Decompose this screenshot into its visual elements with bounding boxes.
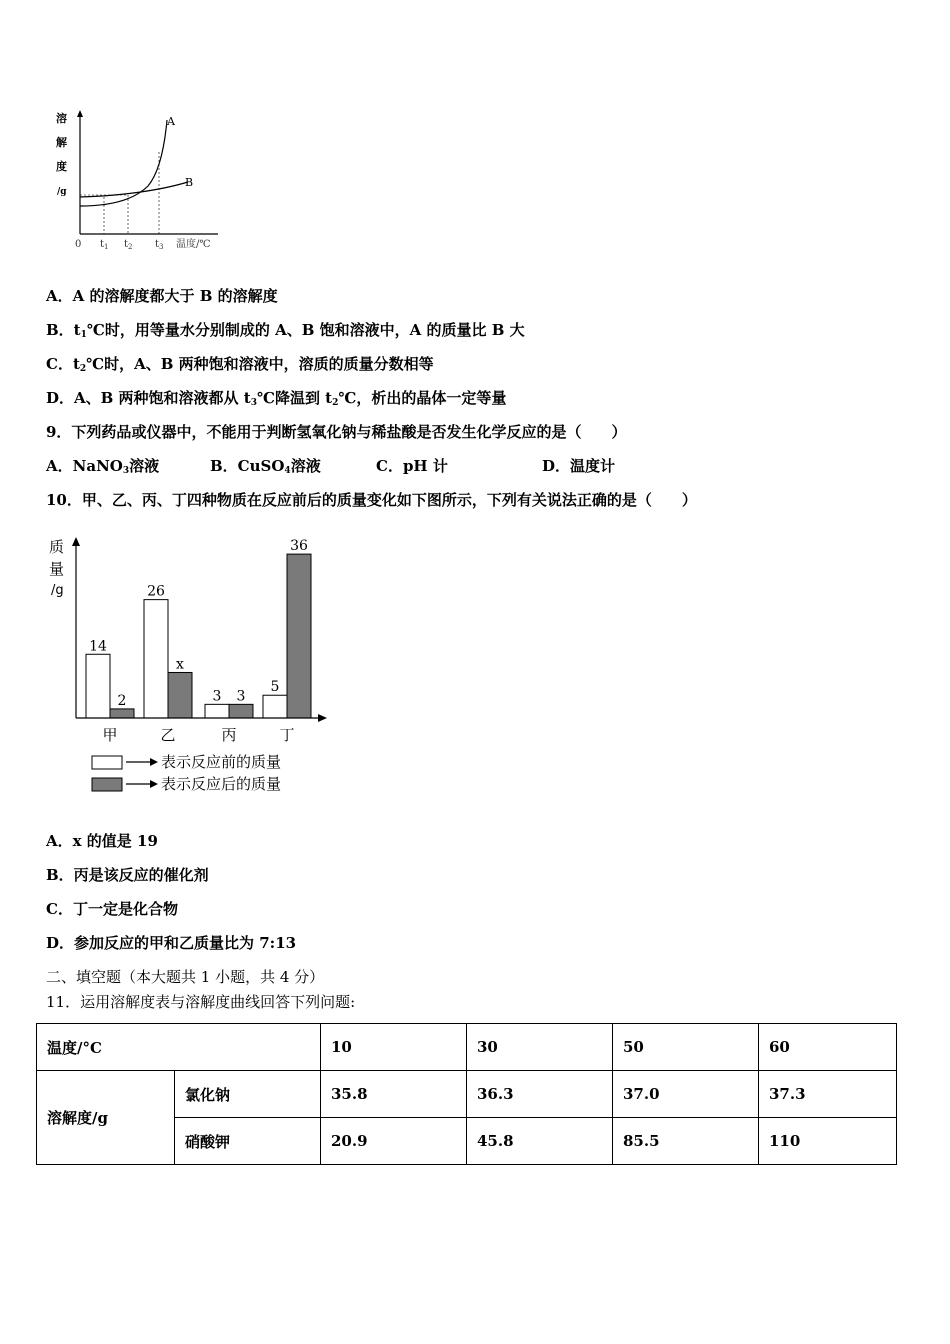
- row-name-kno3: 硝酸钾: [175, 1118, 321, 1165]
- chart-x-arrow: [318, 714, 327, 722]
- fig1-ylabel-3: 度: [56, 160, 67, 173]
- fig1-curve-a: [80, 120, 167, 206]
- chart-legend: [92, 753, 281, 793]
- solubility-curve-figure: [48, 108, 228, 258]
- bar-after-2: [168, 672, 192, 718]
- fig1-y-arrow: [77, 110, 83, 117]
- bar-before-4: [263, 695, 287, 718]
- q9-option-d: D．温度计: [542, 457, 616, 475]
- bar-after-3: [229, 704, 253, 718]
- bar-label-before-1: 14: [89, 638, 107, 655]
- solubility-table: [36, 1023, 897, 1165]
- bar-label-after-3: 3: [236, 688, 246, 705]
- table-cell: 110: [759, 1118, 897, 1165]
- table-row: [37, 1024, 897, 1071]
- category-label-4: 丁: [279, 726, 295, 744]
- chart-ylabel-3: /g: [51, 583, 64, 598]
- bar-before-1: [86, 654, 110, 718]
- category-label-3: 丙: [221, 726, 237, 744]
- mass-bar-chart: [44, 528, 334, 800]
- bar-before-2: [144, 600, 168, 718]
- q10-option-b: B．丙是该反应的催化剂: [46, 866, 209, 884]
- fig1-tick-t3: $t_3$: [155, 239, 164, 251]
- chart-ylabel-1: 质: [49, 538, 65, 556]
- q8-option-c: C．$t_2℃$时，A、B 两种饱和溶液中，溶质的质量分数相等: [46, 355, 434, 374]
- temp-10: 10: [321, 1024, 467, 1071]
- fig1-tick-t2: $t_2$: [124, 239, 133, 251]
- temp-50: 50: [613, 1024, 759, 1071]
- fig1-ylabel-1: 溶: [56, 112, 67, 125]
- q9-option-a: A．NaNO$_3$溶液: [46, 457, 160, 476]
- table-cell: 20.9: [321, 1118, 467, 1165]
- q10-option-d: D．参加反应的甲和乙质量比为 7:13: [46, 934, 297, 952]
- table-cell: 37.3: [759, 1071, 897, 1118]
- bar-label-after-4: 36: [290, 538, 308, 555]
- bar-label-before-4: 5: [270, 679, 280, 696]
- q10-option-a: A．x 的值是 19: [46, 832, 158, 850]
- q10-option-c: C．丁一定是化合物: [46, 900, 178, 918]
- bar-before-3: [205, 704, 229, 718]
- chart-ylabel-2: 量: [49, 560, 65, 578]
- q9-option-c: C．pH 计: [376, 457, 448, 475]
- q10-stem: 10．甲、乙、丙、丁四种物质在反应前后的质量变化如下图所示，下列有关说法正确的是（ ）: [46, 491, 697, 509]
- bar-label-before-2: 26: [147, 583, 165, 600]
- legend-label-after: 表示反应后的质量: [161, 775, 282, 793]
- legend-swatch-after: [92, 778, 122, 791]
- section-heading: 二、填空题（本大题共 1 小题，共 4 分）: [46, 968, 325, 986]
- table-cell: 37.0: [613, 1071, 759, 1118]
- bar-label-after-1: 2: [117, 692, 127, 709]
- temp-60: 60: [759, 1024, 897, 1071]
- temp-30: 30: [467, 1024, 613, 1071]
- q11-stem: 11．运用溶解度表与溶解度曲线回答下列问题:: [46, 993, 356, 1011]
- legend-swatch-before: [92, 756, 122, 769]
- q9-option-b: B．CuSO$_4$溶液: [210, 457, 321, 476]
- table-cell: 36.3: [467, 1071, 613, 1118]
- table-cell: 45.8: [467, 1118, 613, 1165]
- table-cell: 85.5: [613, 1118, 759, 1165]
- q8-option-a: A．A 的溶解度都大于 B 的溶解度: [46, 287, 278, 305]
- q8-option-b: B．$t_1℃$时，用等量水分别制成的 A、B 饱和溶液中，A 的质量比 B 大: [46, 321, 525, 340]
- bar-after-4: [287, 554, 311, 718]
- fig1-label-b: B: [185, 176, 194, 189]
- q8-option-d: D．A、B 两种饱和溶液都从 $t_3℃$降温到 $t_2℃$，析出的晶体一定等量: [46, 389, 507, 408]
- category-label-2: 乙: [160, 726, 176, 744]
- temp-header: 温度/°C: [37, 1024, 321, 1071]
- fig1-ylabel-4: /g: [57, 187, 67, 197]
- chart-y-arrow: [72, 537, 80, 546]
- solubility-header: 溶解度/g: [37, 1071, 175, 1165]
- row-name-nacl: 氯化钠: [175, 1071, 321, 1118]
- bar-label-after-2: x: [176, 656, 184, 673]
- q9-stem: 9．下列药品或仪器中，不能用于判断氢氧化钠与稀盐酸是否发生化学反应的是（ ）: [46, 423, 627, 441]
- legend-arrowhead-after: [150, 780, 158, 788]
- fig1-origin: 0: [75, 239, 82, 250]
- fig1-label-a: A: [167, 115, 175, 128]
- table-cell: 35.8: [321, 1071, 467, 1118]
- fig1-ylabel-2: 解: [56, 136, 67, 149]
- legend-arrowhead-before: [150, 758, 158, 766]
- fig1-xlabel: 温度/℃: [176, 239, 211, 250]
- legend-label-before: 表示反应前的质量: [161, 753, 282, 771]
- category-label-1: 甲: [102, 726, 118, 744]
- bar-after-1: [110, 709, 134, 718]
- bar-label-before-3: 3: [212, 688, 222, 705]
- fig1-tick-t1: $t_1$: [100, 239, 109, 251]
- table-row: [37, 1071, 897, 1118]
